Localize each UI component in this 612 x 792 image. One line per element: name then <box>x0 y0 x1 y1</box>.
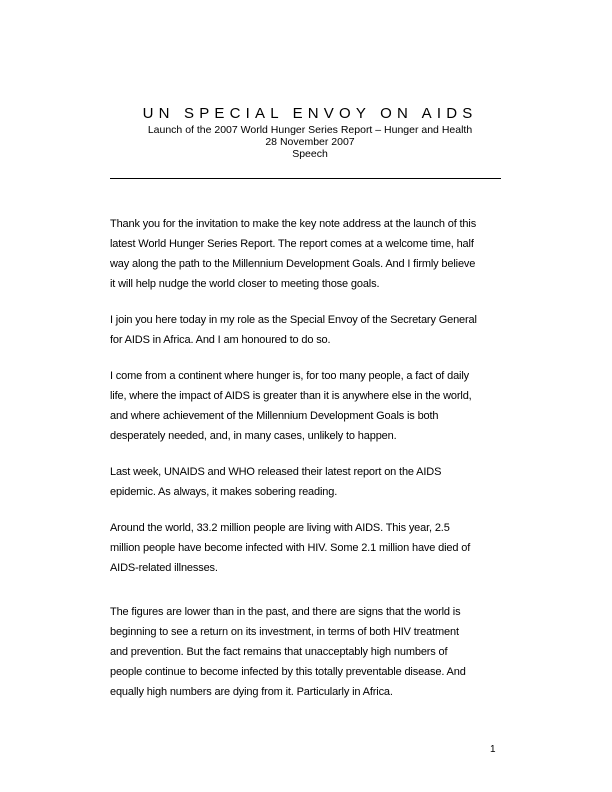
paragraph-6 <box>110 602 510 702</box>
paragraph-line: and where achievement of the Millennium Development Goals is both <box>110 410 439 422</box>
header-divider <box>110 178 501 179</box>
paragraph-line: epidemic. As always, it makes sobering reading. <box>110 486 338 498</box>
paragraph-line: equally high numbers are dying from it. Particularly in Africa. <box>110 686 393 698</box>
paragraph-line: desperately needed, and, in many cases, unlikely to happen. <box>110 430 397 442</box>
paragraph-line: Around the world, 33.2 million people are living with AIDS. This year, 2.5 <box>110 522 450 534</box>
paragraph-line: beginning to see a return on its investment, in terms of both HIV treatment <box>110 626 459 638</box>
document-subtitle: Launch of the 2007 World Hunger Series Report – Hunger and Health <box>147 124 473 136</box>
paragraph-3 <box>110 366 510 446</box>
paragraph-line: for AIDS in Africa. And I am honoured to do so. <box>110 334 331 346</box>
speech-body <box>110 214 510 718</box>
paragraph-line: Thank you for the invitation to make the key note address at the launch of this <box>110 218 477 230</box>
document-type: Speech <box>292 148 328 160</box>
paragraph-line: it will help nudge the world closer to meeting those goals. <box>110 278 380 290</box>
paragraph-line: latest World Hunger Series Report. The report comes at a welcome time, half <box>110 238 474 250</box>
paragraph-1 <box>110 214 510 294</box>
paragraph-4 <box>110 462 510 502</box>
paragraph-line: I join you here today in my role as the Special Envoy of the Secretary General <box>110 314 477 326</box>
paragraph-line: way along the path to the Millennium Development Goals. And I firmly believe <box>110 258 476 270</box>
paragraph-line: Last week, UNAIDS and WHO released their latest report on the AIDS <box>110 466 442 478</box>
document-title: UN SPECIAL ENVOY ON AIDS <box>142 105 478 122</box>
page-number: 1 <box>490 744 496 755</box>
paragraph-line: life, where the impact of AIDS is greater than it is anywhere else in the world, <box>110 390 472 402</box>
document-date: 28 November 2007 <box>265 136 355 148</box>
paragraph-line: AIDS-related illnesses. <box>110 562 218 574</box>
paragraph-line: The figures are lower than in the past, and there are signs that the world is <box>110 606 461 618</box>
document-header <box>110 104 510 160</box>
paragraph-5 <box>110 518 510 578</box>
paragraph-line: people continue to become infected by this totally preventable disease. And <box>110 666 466 678</box>
paragraph-line: and prevention. But the fact remains that unacceptably high numbers of <box>110 646 448 658</box>
paragraph-2 <box>110 310 510 350</box>
paragraph-line: million people have become infected with HIV. Some 2.1 million have died of <box>110 542 471 554</box>
paragraph-line: I come from a continent where hunger is, for too many people, a fact of daily <box>110 370 469 382</box>
